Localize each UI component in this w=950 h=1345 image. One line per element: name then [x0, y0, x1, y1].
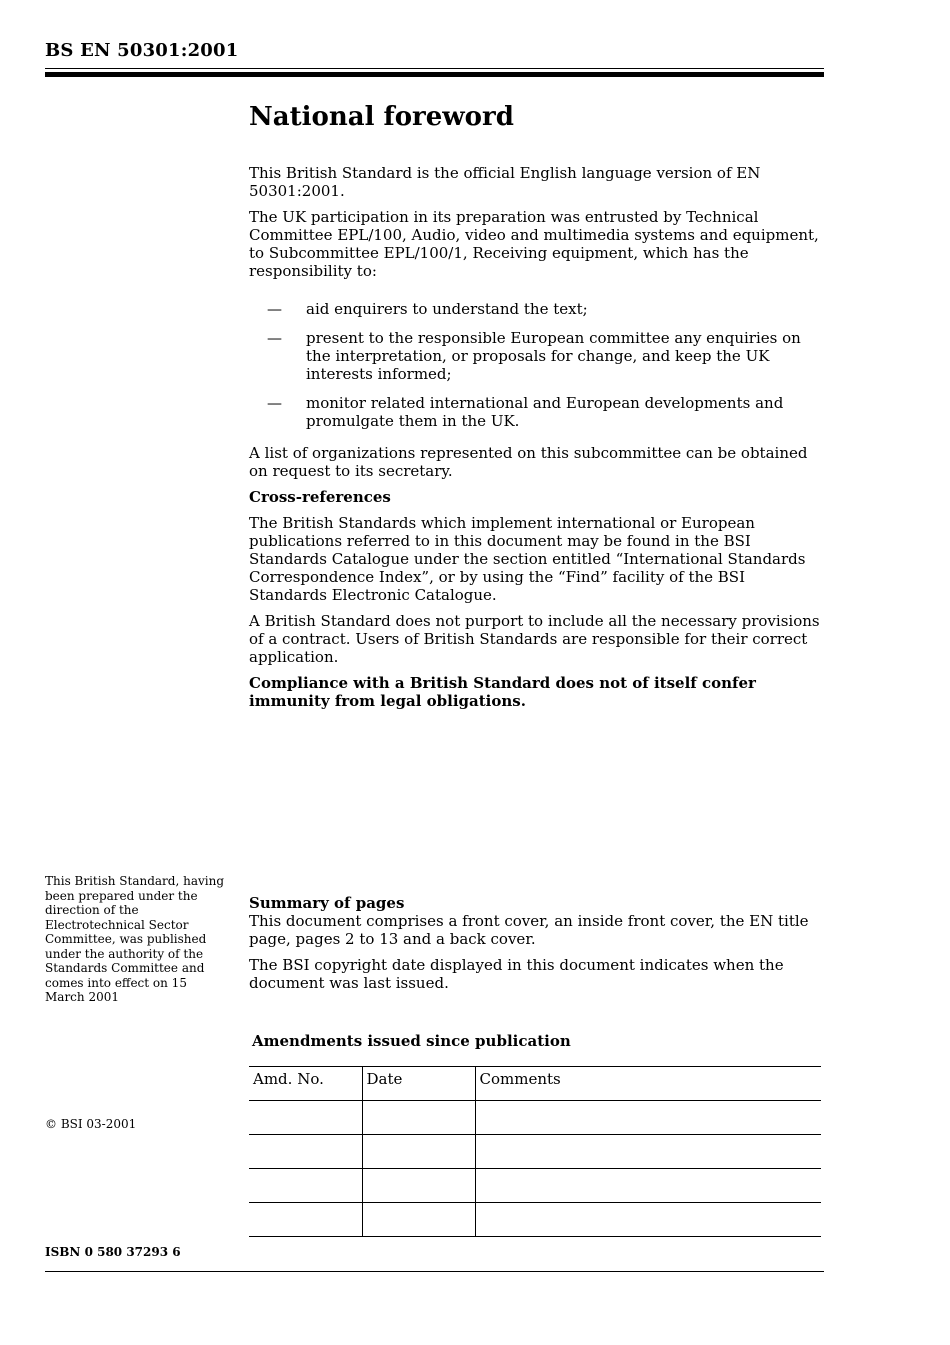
table-header-row [249, 1067, 821, 1101]
list-item [249, 394, 824, 430]
table-cell [362, 1101, 475, 1135]
table-cell [475, 1169, 821, 1203]
table-cell [362, 1203, 475, 1237]
table-cell [475, 1203, 821, 1237]
compliance-statement: Compliance with a British Standard does not of itself confer immunity from legal obligations. [249, 674, 756, 710]
amendments-table [249, 1066, 821, 1237]
header-rule-thin [45, 68, 824, 69]
table-cell [249, 1101, 362, 1135]
list-item-text: monitor related international and European developments and promulgate them in the UK. [306, 394, 784, 430]
summary-of-pages [249, 894, 824, 1000]
intro-paragraph: This British Standard is the official English language version of EN 50301:2001. [249, 164, 761, 200]
isbn: ISBN 0 580 37293 6 [45, 1245, 181, 1259]
page-title: National foreword [249, 102, 514, 132]
footer-rule [45, 1271, 824, 1272]
publication-note: This British Standard, having been prepared under the direction of the Electrotechnical Sector Committee, was published under the authority of the Standards Committee and comes into effect on 15 March 2001 [45, 874, 225, 1004]
contract-paragraph: A British Standard does not purport to include all the necessary provisions of a contract. Users of British Standards are responsible for their correct application. [249, 612, 820, 666]
cross-references-paragraph: The British Standards which implement international or European publications referred to in this document may be found in the BSI Standards Catalogue under the section entitled “International Standards Correspondence Index”, or by using the “Find” facility of the BSI Standards Electronic Catalogue. [249, 514, 806, 604]
dash-bullet: — [267, 329, 282, 347]
table-cell [475, 1135, 821, 1169]
list-item-text: present to the responsible European committee any enquiries on the interpretation, or proposals for change, and keep the UK interests informed; [306, 329, 801, 383]
table-row [249, 1135, 821, 1169]
table-row [249, 1169, 821, 1203]
copyright-notice: © BSI 03-2001 [45, 1117, 137, 1131]
organizations-paragraph: A list of organizations represented on this subcommittee can be obtained on request to its secretary. [249, 444, 808, 480]
list-item-text: aid enquirers to understand the text; [306, 300, 588, 318]
list-item [249, 300, 824, 318]
column-header-date: Date [362, 1067, 475, 1101]
participation-paragraph: The UK participation in its preparation was entrusted by Technical Committee EPL/100, Audio, video and multimedia systems and equipment, to Subcommittee EPL/100/1, Receiving equipment, which has the responsibility to: [249, 208, 819, 280]
summary-heading: Summary of pages [249, 894, 405, 912]
list-item [249, 329, 824, 383]
table-row [249, 1203, 821, 1237]
foreword-body [249, 164, 824, 718]
table-cell [362, 1169, 475, 1203]
amendments-title: Amendments issued since publication [252, 1032, 571, 1050]
cross-references-heading: Cross-references [249, 488, 391, 506]
table-cell [475, 1101, 821, 1135]
table-cell [249, 1135, 362, 1169]
column-header-amd-no: Amd. No. [249, 1067, 362, 1101]
header-rule-thick [45, 72, 824, 77]
table-row [249, 1101, 821, 1135]
responsibility-list [249, 300, 824, 430]
copyright-date-paragraph: The BSI copyright date displayed in this document indicates when the document was last issued. [249, 956, 784, 992]
document-id: BS EN 50301:2001 [45, 40, 239, 61]
dash-bullet: — [267, 300, 282, 318]
table-cell [362, 1135, 475, 1169]
table-cell [249, 1203, 362, 1237]
summary-paragraph: This document comprises a front cover, an inside front cover, the EN title page, pages 2 to 13 and a back cover. [249, 912, 809, 948]
column-header-comments: Comments [475, 1067, 821, 1101]
dash-bullet: — [267, 394, 282, 412]
table-cell [249, 1169, 362, 1203]
